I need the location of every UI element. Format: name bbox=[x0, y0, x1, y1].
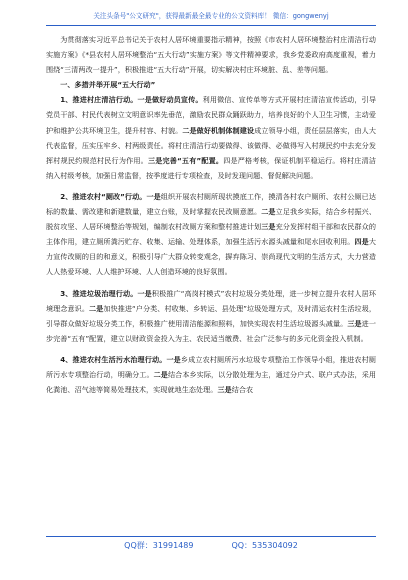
item-lead: 2、推进农村“厕改”行动。 bbox=[60, 191, 147, 201]
point-text: 立足我乡实际，结合乡村振兴、脱贫攻坚、人居环境整治等规划，编制农村改厕方案和整村推进计划 bbox=[46, 207, 377, 232]
point-label: 一是做好动员宣传。 bbox=[137, 95, 203, 105]
item-paragraph-4 bbox=[46, 352, 376, 397]
point-text: 结合农 bbox=[231, 385, 254, 395]
footer-qq: QQ：535304092 bbox=[231, 541, 298, 550]
point-label: 二是 bbox=[89, 303, 104, 313]
point-label: 一是 bbox=[137, 288, 152, 298]
point-label: 三是完善“五有”配置。 bbox=[147, 155, 224, 165]
point-text: 利用微信、宣传单等方式开展村庄清洁宣传活动，引导党员干部、村民代表树立文明意识率先垂范，激励农民群众踊跃助力，培养良好的个人卫生习惯，主动爱护和维护公共环境卫生，提升村容、村貌。 bbox=[46, 95, 376, 135]
section-heading: 一、多措并举开展“五大行动” bbox=[60, 80, 156, 90]
page-footer bbox=[46, 540, 376, 551]
item-lead: 3、推进垃圾治理行动。 bbox=[60, 288, 138, 298]
footer-qq-group: QQ群：31991489 bbox=[124, 541, 194, 550]
point-text: 充分发挥村组干部和农民群众的主体作用，建立厕所粪污贮存、收集、运输、处理体系，加强生活污水源头减量和尾水回收利用。 bbox=[46, 222, 377, 247]
intro-paragraph: 为贯彻落实习近平总书记关于农村人居环境重要指示精神，按照《市农村人居环境整治村庄清洁行动实施方案》《*县农村人居环境整治“五大行动”实施方案》等文件精神要求，我乡党委政府高度重视，着力围绕“三清两改一提升”，积极推进“五大行动”开展，切实解决村庄环境脏、乱、差等问题。 bbox=[46, 35, 376, 75]
point-text: 进一步完善“五有”配置，建立以财政资金投入为主、农民适当缴费、社会广泛参与的多元化资金投入机制。 bbox=[46, 318, 376, 343]
point-label: 二是 bbox=[261, 207, 276, 217]
point-text: 乡成立农村厕所污水垃圾专项整治工作领导小组，推进农村厕所污水专项整治行动，明确分工。 bbox=[46, 354, 376, 379]
point-text: 成立领导小组，责任层层落实，由人大代表监督，压实压牢乡、村两级责任。将村庄清洁行动要做得、该做得、必做得写入村规民约中去充分发挥村规民约规范村民行为作用。 bbox=[46, 125, 376, 165]
page-header: 关注头条号"公文研究"，获得最新最全最专业的公文资料库！ 微信：gongwenyj bbox=[93, 12, 329, 20]
point-label: 二是 bbox=[153, 369, 168, 379]
point-label: 三是 bbox=[347, 318, 362, 328]
point-label: 三是 bbox=[217, 385, 232, 395]
item-paragraph-2 bbox=[46, 189, 376, 280]
footer-divider bbox=[46, 536, 376, 537]
point-label: 四是 bbox=[354, 237, 369, 247]
point-text: 四是严格考核，保证机制平稳运行。将村庄清洁纳入村级考核，加强日常监督，按季度进行专项检查，及时发现问题、督促解决问题。 bbox=[46, 155, 376, 180]
point-label: 一是 bbox=[166, 354, 181, 364]
item-paragraph-3 bbox=[46, 286, 376, 346]
point-text: 积极推广“高岗村模式”农村垃圾分类处理，进一步树立提升农村人居环境理念意识。 bbox=[46, 288, 377, 313]
document-body bbox=[46, 32, 376, 397]
point-label: 一是 bbox=[146, 191, 161, 201]
point-text: 组织开展农村厕所现状摸底工作，摸清各村农户厕所、农村公厕已达标的数量、需改建和新建数量，建立台账，及时掌握农民改厕意愿。 bbox=[46, 191, 376, 217]
point-text: 结合本乡实际，以分散处理为主，通过分户式、联户式办法，采用化粪池、沼气池等简易处理技术，实现就地生态处理。 bbox=[46, 369, 377, 395]
item-lead: 4、推进农村生活污水治理行动。 bbox=[60, 354, 167, 364]
point-text: 加快推进“户分类、村收集、乡转运、县处理”垃圾处理方式，及时清运农村生活垃圾，引导群众做好垃圾分类工作，积极推广使用清洁能源和照料，加快实现农村生活垃圾源头减量。 bbox=[46, 303, 377, 328]
point-label: 二是做好机制体制建设 bbox=[182, 125, 255, 135]
point-text: 大力宣传改厕的目的和意义，积极引导广大群众转变观念，摒弃陈习、崇尚现代文明的生活方式，大力营造人人热爱环境、人人维护环境、人人创造环境的良好氛围。 bbox=[46, 237, 376, 277]
header-divider bbox=[46, 25, 376, 26]
item-paragraph-1 bbox=[46, 92, 376, 183]
point-label: 三是 bbox=[261, 222, 276, 232]
item-lead: 1、推进村庄清洁行动。 bbox=[60, 95, 138, 105]
